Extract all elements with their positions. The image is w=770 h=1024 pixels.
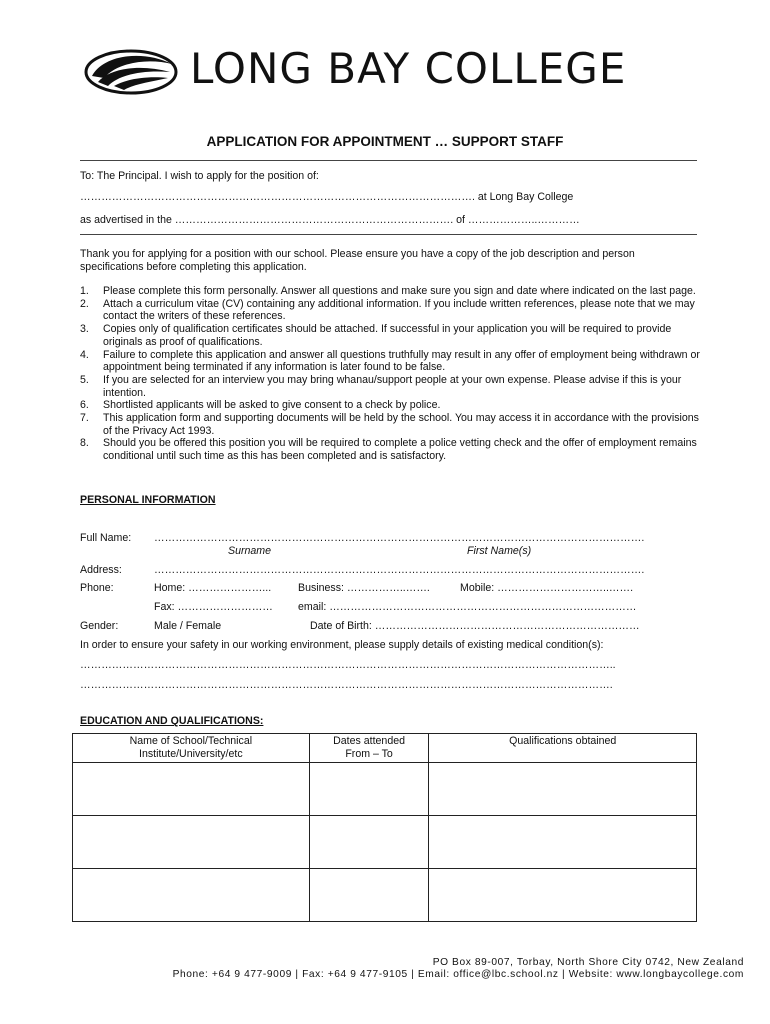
column-header-dates: Dates attended From – To xyxy=(309,734,429,763)
education-heading: EDUCATION AND QUALIFICATIONS: xyxy=(80,715,264,727)
column-header-qualifications: Qualifications obtained xyxy=(429,734,697,763)
first-name-hint: First Name(s) xyxy=(467,545,532,557)
education-table xyxy=(72,733,697,922)
divider xyxy=(80,234,697,235)
list-item: 8. Should you be offered this position you will be required to complete a police vetting check and the offer of employment remains conditional until such time as this has been completed and is satisfactory. xyxy=(80,437,697,463)
dates-cell[interactable] xyxy=(309,869,429,922)
to-line: To: The Principal. I wish to apply for the position of: xyxy=(80,170,319,182)
medical-prompt: In order to ensure your safety in our working environment, please supply details of existing medical condition(s): xyxy=(80,639,604,651)
phone-label: Phone: xyxy=(80,582,114,594)
medical-field-line[interactable]: ……………………………………………………………………………………………………………………………………. xyxy=(80,679,613,691)
list-item: 4. Failure to complete this application and answer all questions truthfully may result in any offer of employment being withdrawn or appointment being terminated if any information is later found to be false. xyxy=(80,348,700,374)
list-item: 1. Please complete this form personally. Answer all questions and make sure you sign and date where indicated on the last page. xyxy=(80,285,696,297)
full-name-label: Full Name: xyxy=(80,532,132,544)
list-item: 6. Shortlisted applicants will be asked to give consent to a check by police. xyxy=(80,399,441,412)
table-row xyxy=(73,869,697,922)
college-name: LONG BAY COLLEGE xyxy=(190,44,627,93)
home-phone-field[interactable]: Home: …………………... xyxy=(154,582,272,594)
table-header-row xyxy=(73,734,697,763)
address-label: Address: xyxy=(80,564,122,576)
list-item: 5. If you are selected for an interview you may bring whanau/support people at your own expense. Please advise if this is your intention. xyxy=(80,373,682,399)
instructions-list xyxy=(80,285,710,463)
school-cell[interactable] xyxy=(73,763,310,816)
dates-cell[interactable] xyxy=(309,763,429,816)
school-cell[interactable] xyxy=(73,869,310,922)
table-row xyxy=(73,763,697,816)
gender-label: Gender: xyxy=(80,620,119,632)
advertised-line: as advertised in the ……………………………………………………………………. of ………………..………… xyxy=(80,214,580,226)
mobile-phone-field[interactable]: Mobile: …………………………..……. xyxy=(460,582,634,594)
dates-cell[interactable] xyxy=(309,816,429,869)
logo-emblem-icon xyxy=(86,51,176,93)
qualifications-cell[interactable] xyxy=(429,816,697,869)
full-name-field[interactable]: …………………………………………………………………………………………………………………………. xyxy=(154,532,645,544)
business-phone-field[interactable]: Business: ……………..……. xyxy=(298,582,430,594)
position-line: …………………………………………………………………………………………………. at Long Bay College xyxy=(80,191,574,203)
list-item: 2. Attach a curriculum vitae (CV) containing any additional information. If you include written references, please note that we may contact the writers of these references. xyxy=(80,297,695,323)
surname-hint: Surname xyxy=(228,545,271,557)
fax-field[interactable]: Fax: ……………………… xyxy=(154,601,273,613)
school-cell[interactable] xyxy=(73,816,310,869)
qualifications-cell[interactable] xyxy=(429,869,697,922)
column-header-school: Name of School/Technical Institute/University/etc xyxy=(73,734,310,763)
page-title: APPLICATION FOR APPOINTMENT … SUPPORT STAFF xyxy=(206,134,564,149)
gender-options[interactable]: Male / Female xyxy=(154,620,222,632)
footer-address: PO Box 89-007, Torbay, North Shore City 0742, New Zealand xyxy=(432,957,744,968)
thanks-paragraph: Thank you for applying for a position with our school. Please ensure you have a copy of the job description and person specifications before completing this application. xyxy=(80,248,635,273)
table-row xyxy=(73,816,697,869)
divider xyxy=(80,160,697,161)
list-item: 7. This application form and supporting documents will be held by the school. You may access it in accordance with the provisions of the Privacy Act 1993. xyxy=(80,412,699,437)
address-field[interactable]: …………………………………………………………………………………………………………………………. xyxy=(154,564,645,576)
medical-field-line[interactable]: …………………………………………………………………………………………………………………………………….. xyxy=(80,659,616,671)
email-field[interactable]: email: …………………………………………………………………………… xyxy=(298,601,637,613)
footer-contact: Phone: +64 9 477-9009 | Fax: +64 9 477-9105 | Email: office@lbc.school.nz | Website: www.longbaycollege.com xyxy=(172,969,744,980)
qualifications-cell[interactable] xyxy=(429,763,697,816)
list-item: 3. Copies only of qualification certificates should be attached. If successful in your application you will be required to provide originals as proof of qualifications. xyxy=(80,323,672,348)
personal-info-heading: PERSONAL INFORMATION xyxy=(80,494,216,506)
dob-field[interactable]: Date of Birth: ………………………………………………………………… xyxy=(310,620,640,632)
